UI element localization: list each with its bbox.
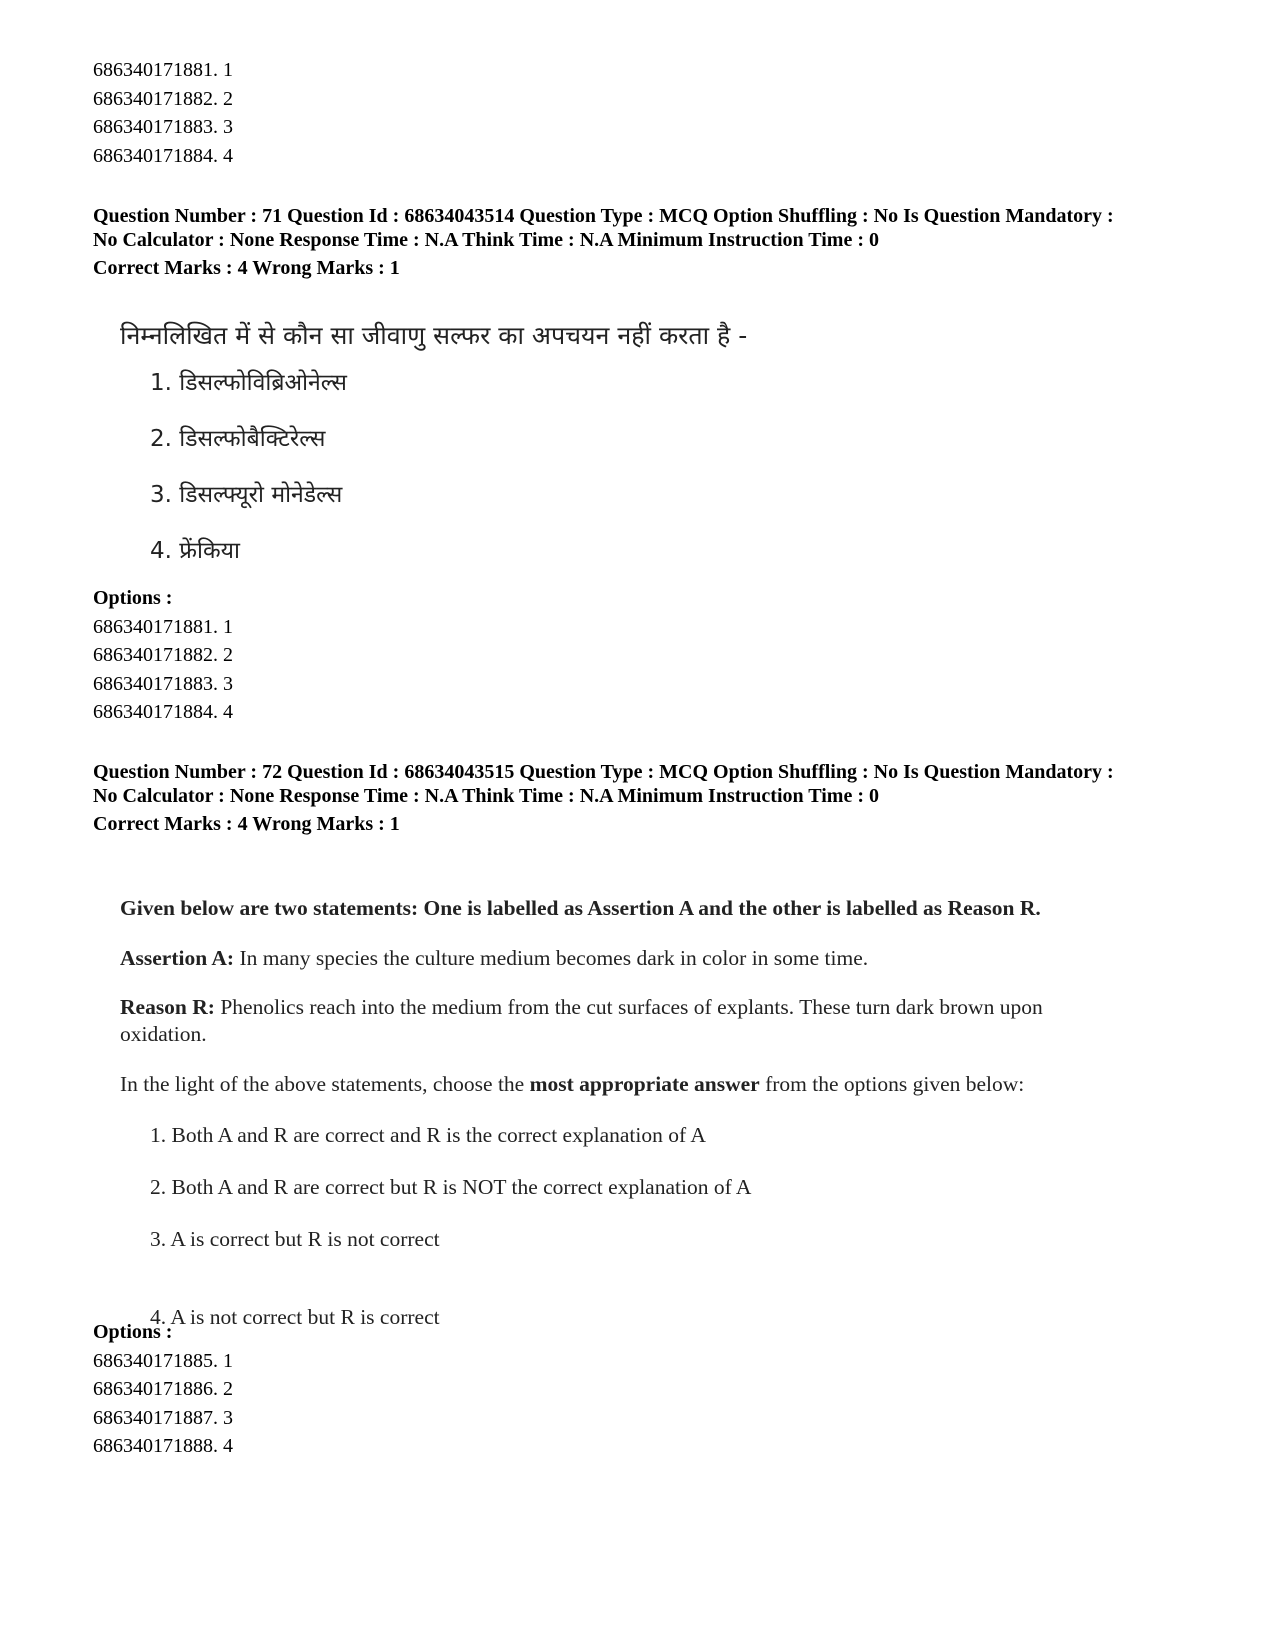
- choice-item: 1. Both A and R are correct and R is the correct explanation of A: [150, 1123, 706, 1147]
- option-item: 686340171884. 4: [93, 144, 233, 167]
- option-item: 686340171888. 4: [93, 1435, 233, 1457]
- question-71-header: [93, 204, 1213, 282]
- question-marks: Correct Marks : 4 Wrong Marks : 1: [93, 257, 400, 279]
- question-meta-line2: No Calculator : None Response Time : N.A Think Time : N.A Minimum Instruction Time : 0: [93, 785, 879, 807]
- options-label: Options :: [93, 1321, 173, 1343]
- reason-text-continued: oxidation.: [120, 1022, 207, 1046]
- choice-item: 2. डिसल्फोबैक्टिरेल्स: [150, 426, 326, 452]
- question-intro: Given below are two statements: One is labelled as Assertion A and the other is labelled as Reason R.: [120, 896, 1041, 920]
- reason-statement: [120, 994, 1160, 1048]
- option-item: 686340171881. 1: [93, 59, 233, 81]
- assertion-statement: [120, 945, 1160, 972]
- option-item: 686340171886. 2: [93, 1378, 233, 1400]
- reason-label: Reason R:: [120, 995, 215, 1019]
- choice-item: 3. डिसल्फ्यूरो मोनेडेल्स: [150, 482, 343, 508]
- instruction-text: In the light of the above statements, choose the most appropriate answer from the options given below:: [120, 1072, 1025, 1096]
- option-item: 686340171883. 3: [93, 116, 233, 138]
- question-72-header: [93, 760, 1213, 838]
- question-marks: Correct Marks : 4 Wrong Marks : 1: [93, 813, 400, 835]
- previous-options-list: [93, 56, 1213, 170]
- question-meta-line2: No Calculator : None Response Time : N.A Think Time : N.A Minimum Instruction Time : 0: [93, 229, 879, 251]
- assertion-label: Assertion A:: [120, 946, 235, 970]
- assertion-text: In many species the culture medium becomes dark in color in some time.: [234, 946, 869, 970]
- options-label: Options :: [93, 587, 173, 609]
- option-item: 686340171882. 2: [93, 644, 233, 666]
- option-item: 686340171883. 3: [93, 672, 233, 695]
- option-item: 686340171882. 2: [93, 87, 233, 110]
- option-item: 686340171884. 4: [93, 701, 233, 723]
- question-meta-line1: Question Number : 71 Question Id : 68634043514 Question Type : MCQ Option Shuffling : No Is Question Mandatory :: [93, 205, 1114, 227]
- question-meta-line1: Question Number : 72 Question Id : 68634043515 Question Type : MCQ Option Shuffling : No Is Question Mandatory :: [93, 761, 1114, 783]
- question-72-options: [93, 1318, 1213, 1461]
- choice-item: 1. डिसल्फोविब्रिओनेल्स: [150, 370, 347, 396]
- option-item: 686340171885. 1: [93, 1349, 233, 1372]
- choice-item: 3. A is correct but R is not correct: [150, 1227, 440, 1251]
- choice-item: 4. A is not correct but R is correct: [150, 1305, 440, 1329]
- option-item: 686340171887. 3: [93, 1406, 233, 1429]
- question-stem: निम्नलिखित में से कौन सा जीवाणु सल्फर का अपचयन नहीं करता है -: [120, 321, 748, 350]
- question-71-body: [120, 318, 920, 564]
- reason-text: Phenolics reach into the medium from the cut surfaces of explants. These turn dark brown upon: [214, 995, 1043, 1019]
- choice-item: 2. Both A and R are correct but R is NOT the correct explanation of A: [150, 1175, 752, 1199]
- question-71-options: [93, 584, 1213, 727]
- choice-item: 4. फ्रेंकिया: [150, 538, 240, 564]
- option-item: 686340171881. 1: [93, 615, 233, 638]
